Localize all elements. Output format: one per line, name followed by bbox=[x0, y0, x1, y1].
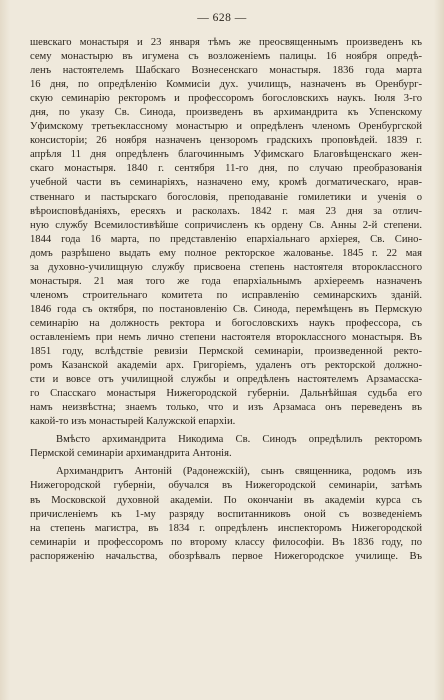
text-line: сему монастырю въ игумена съ возложеніемъ палицы. 16 ноября опредѣ- bbox=[30, 51, 422, 63]
text-line: апрѣля 11 дня опредѣленъ благочиннымъ Уфимскаго Благовѣщенскаго жен- bbox=[30, 149, 422, 161]
text-line: скаго монастыря. 1840 г. сентября 11-го дня, по случаю преобразованія bbox=[30, 163, 422, 175]
text-line: ную службу Всемилостивѣйше сопричисленъ къ ордену Св. Анны 2-й степени. bbox=[30, 219, 422, 231]
text-line: оставленіемъ при немъ лично степени настоятеля второклассного монастыря. Въ bbox=[30, 331, 422, 343]
text-line: какой-то изъ монастырей Калужской епархіи. bbox=[30, 416, 236, 428]
text-line: ственнаго и пастырскаго богословія, преподаваніе гомилетики и ученія о bbox=[30, 191, 422, 203]
paragraph-antoniy bbox=[30, 465, 422, 563]
text-line: Пермской семинаріи архимандрита Антонія. bbox=[30, 448, 232, 460]
text-line: сти и вовсе отъ училищной службы и опредѣленъ настоятелемъ Арзамасска- bbox=[30, 374, 422, 386]
text-line: ленъ настоятелемъ Шабскаго Вознесенскаго монастыря. 1836 года марта bbox=[30, 65, 422, 77]
text-line: домъ разрѣшено выдать ему полное ректорское жалованье. 1845 г. 22 мая bbox=[30, 247, 422, 259]
text-line: членомъ строительнаго комитета по исправленію семинарскихъ зданій. bbox=[30, 289, 422, 301]
text-line: на степень магистра, въ 1834 г. опредѣленъ инспекторомъ Нижегородской bbox=[30, 522, 422, 534]
text-line: Архимандритъ Антоній (Радонежскій), сынъ священника, родомъ изъ bbox=[56, 466, 422, 478]
page-number: — 628 — bbox=[197, 12, 247, 24]
text-line: го Спасскаго монастыря Нижегородской губерніи. Дальнѣйшая судьба его bbox=[30, 388, 422, 400]
text-line: 1846 года съ октября, по постановленію Св. Синода, перемѣщенъ въ Пермскую bbox=[30, 303, 422, 315]
text-line: учебной части въ семинаріяхъ, назначено ему, кромѣ догматическаго, нрав- bbox=[30, 177, 422, 189]
text-line: причисленіемъ къ 1-му разряду воспитанниковъ оной съ возведеніемъ bbox=[30, 508, 422, 520]
text-line: монастыря. 21 мая того же года епархіальнымъ архіереемъ назначенъ bbox=[30, 275, 422, 287]
text-line: за духовно-училищную службу присвоена степень настоятеля второклассного bbox=[30, 261, 422, 273]
text-line: семинаріи и профессоромъ по второму классу философіи. Въ 1836 году, по bbox=[30, 536, 422, 548]
text-line: Нижегородской губерніи, обучался въ Нижегородской семинаріи, затѣмъ bbox=[30, 480, 422, 492]
body-text bbox=[30, 36, 422, 564]
text-line: 1844 года 16 марта, по представленію епархіальнаго архіерея, Св. Сино- bbox=[30, 233, 422, 245]
text-line: распоряженію начальства, обозрѣвалъ первое Нижегородское училище. Въ bbox=[30, 550, 422, 562]
paragraph-appointment bbox=[30, 433, 422, 461]
text-line: намъ неизвѣстна; знаемъ только, что и изъ Арзамаса онъ переведенъ въ bbox=[30, 402, 422, 414]
text-line: вѣроисповѣданіяхъ, ересяхъ и расколахъ. 1842 г. мая 23 дня за отлич- bbox=[30, 205, 422, 217]
text-line: скую семинарію ректоромъ и профессоромъ богословскихъ наукъ. Іюля 3-го bbox=[30, 93, 422, 105]
text-line: семинарію на должность ректора и богословскихъ наукъ профессора, съ bbox=[30, 317, 422, 329]
text-line: дня, по указу Св. Синода, произведенъ въ архимандрита къ Успенскому bbox=[30, 107, 422, 119]
text-line: Уфимскому третьеклассному монастырю и опредѣленъ членомъ Оренбургской bbox=[30, 121, 422, 133]
text-line: Вмѣсто архимандрита Никодима Св. Синодъ опредѣлилъ ректоромъ bbox=[56, 434, 422, 446]
text-line: консисторіи; 26 ноября назначенъ цензоромъ градскихъ проповѣдей. 1839 г. bbox=[30, 135, 422, 147]
text-line: ромъ Казанской академіи арх. Григоріемъ, удаленъ отъ ректорской должно- bbox=[30, 360, 422, 372]
text-line: 1851 году, вслѣдствіе ревизіи Пермской семинаріи, произведенной ректо- bbox=[30, 346, 422, 358]
text-line: шевскаго монастыря и 23 января тѣмъ же преосвященнымъ произведенъ къ bbox=[30, 37, 422, 48]
text-line: въ Московской духовной академіи. По окончаніи въ академіи курса съ bbox=[30, 494, 422, 506]
text-line: 16 дня, по опредѣленію Коммисіи дух. училищъ, назначенъ въ Оренбург- bbox=[30, 79, 422, 91]
paragraph-nikodim bbox=[30, 36, 422, 429]
